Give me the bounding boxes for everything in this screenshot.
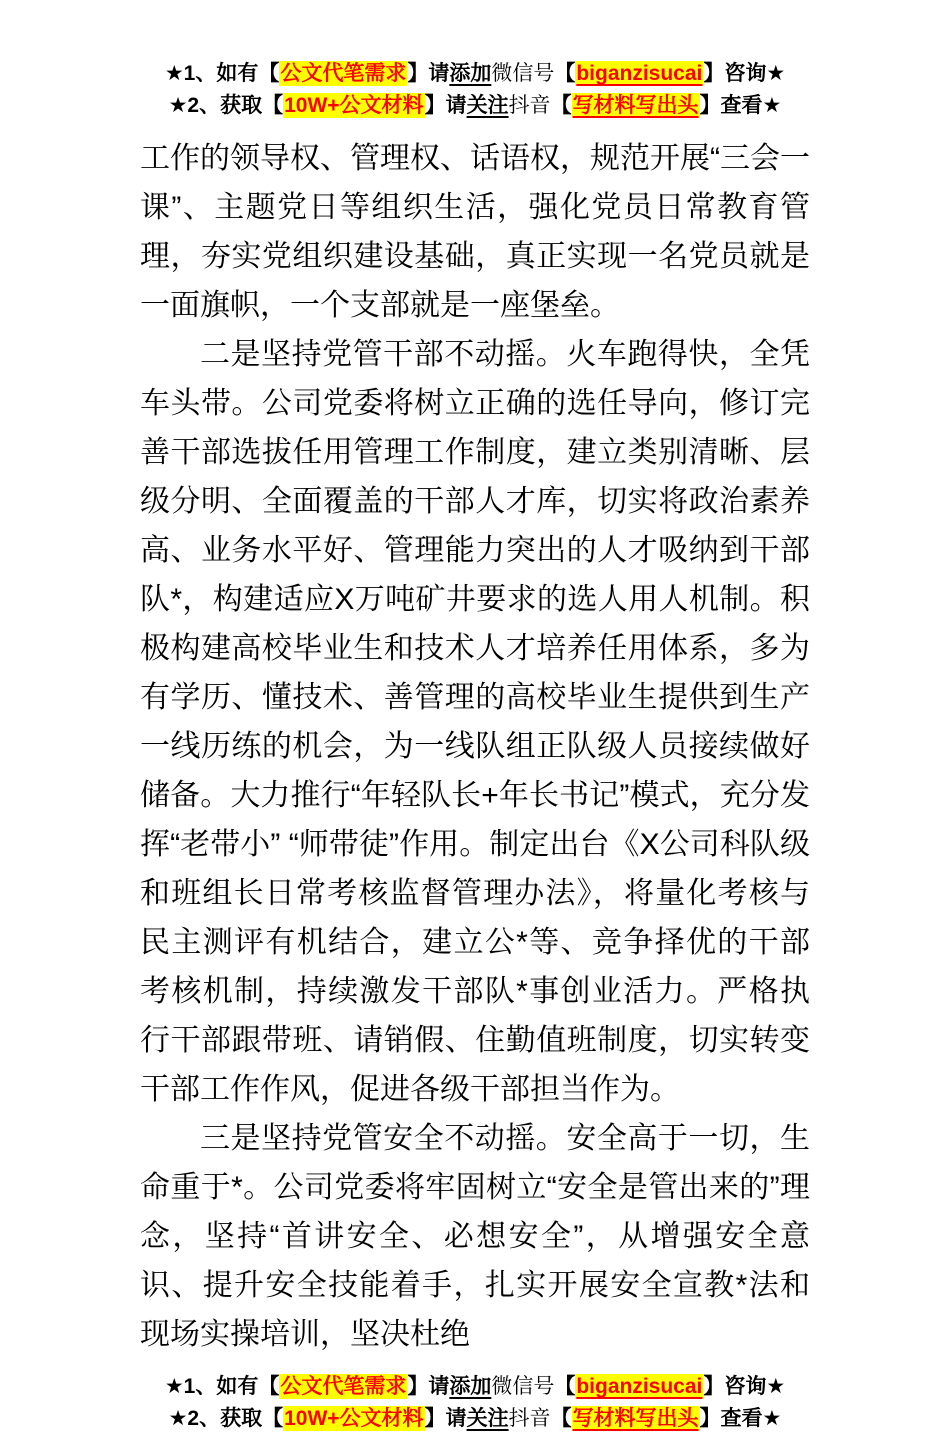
follow-action-text: 关注 — [466, 1407, 509, 1430]
notice-text: 】查看★ — [699, 1407, 782, 1430]
notice-text: ★1、如有【 — [164, 1375, 280, 1398]
notice-text: 】请 — [407, 62, 450, 85]
notice-text: 】咨询★ — [703, 1375, 786, 1398]
notice-text: 】查看★ — [699, 94, 782, 117]
follow-action-text: 关注 — [466, 94, 509, 117]
notice-text: ★2、获取【 — [168, 1407, 284, 1430]
notice-text: 【 — [554, 62, 576, 85]
notice-text: 抖音 — [508, 94, 551, 117]
add-action-text: 添加 — [449, 62, 492, 85]
add-action-text: 添加 — [449, 1375, 492, 1398]
service-keyword: 公文代笔需求 — [280, 62, 407, 85]
notice-line — [0, 1371, 950, 1403]
notice-text: 】咨询★ — [703, 62, 786, 85]
document-paragraph: 工作的领导权、管理权、话语权，规范开展“三会一课”、主题党日等组织生活，强化党员日常教育管理，夯实党组织建设基础，真正实现一名党员就是一面旗帜，一个支部就是一座堡垒。 — [140, 142, 810, 322]
douyin-account: 写材料写出头 — [572, 94, 699, 117]
notice-text: 微信号 — [491, 1375, 555, 1398]
wechat-id: biganzisucai — [576, 1375, 703, 1398]
notice-text: 】请 — [424, 94, 467, 117]
notice-text: 【 — [550, 94, 572, 117]
notice-text: ★2、获取【 — [168, 94, 284, 117]
notice-line — [0, 58, 950, 90]
document-paragraph: 三是坚持党管安全不动摇。安全高于一切，生命重于*。公司党委将牢固树立“安全是管出来的”理念，坚持“首讲安全、必想安全”，从增强安全意识、提升安全技能着手，扎实开展安全宣教*法和现场实操培训，坚决杜绝 — [140, 1122, 810, 1351]
notice-text: 】请 — [424, 1407, 467, 1430]
notice-text: ★1、如有【 — [164, 62, 280, 85]
materials-keyword: 10W+公文材料 — [284, 1407, 424, 1430]
notice-line — [0, 1403, 950, 1435]
notice-line — [0, 90, 950, 122]
notice-header — [0, 58, 950, 122]
notice-text: 】请 — [407, 1375, 450, 1398]
notice-text: 【 — [554, 1375, 576, 1398]
notice-text: 微信号 — [491, 62, 555, 85]
document-body — [140, 134, 810, 1359]
notice-text: 抖音 — [508, 1407, 551, 1430]
notice-footer — [0, 1371, 950, 1435]
document-paragraph: 二是坚持党管干部不动摇。火车跑得快，全凭车头带。公司党委将树立正确的选任导向，修订完善干部选拔任用管理工作制度，建立类别清晰、层级分明、全面覆盖的干部人才库，切实将政治素养高、业务水平好、管理能力突出的人才吸纳到干部队*，构建适应X万吨矿井要求的选人用人机制。积极构建高校毕业生和技术人才培养任用体系，多为有学历、懂技术、善管理的高校毕业生提供到生产一线历练的机会，为一线队组正队级人员接续做好储备。大力推行“年轻队长+年长书记”模式，充分发挥“老带小” “师带徒”作用。制定出台《X公司科队级和班组长日常考核监督管理办法》，将量化考核与民主测评有机结合，建立公*等、竞争择优的干部考核机制，持续激发干部队*事创业活力。严格执行干部跟带班、请销假、住勤值班制度，切实转变干部工作作风，促进各级干部担当作为。 — [140, 338, 810, 1106]
douyin-account: 写材料写出头 — [572, 1407, 699, 1430]
notice-text: 【 — [550, 1407, 572, 1430]
service-keyword: 公文代笔需求 — [280, 1375, 407, 1398]
wechat-id: biganzisucai — [576, 62, 703, 85]
materials-keyword: 10W+公文材料 — [284, 94, 424, 117]
